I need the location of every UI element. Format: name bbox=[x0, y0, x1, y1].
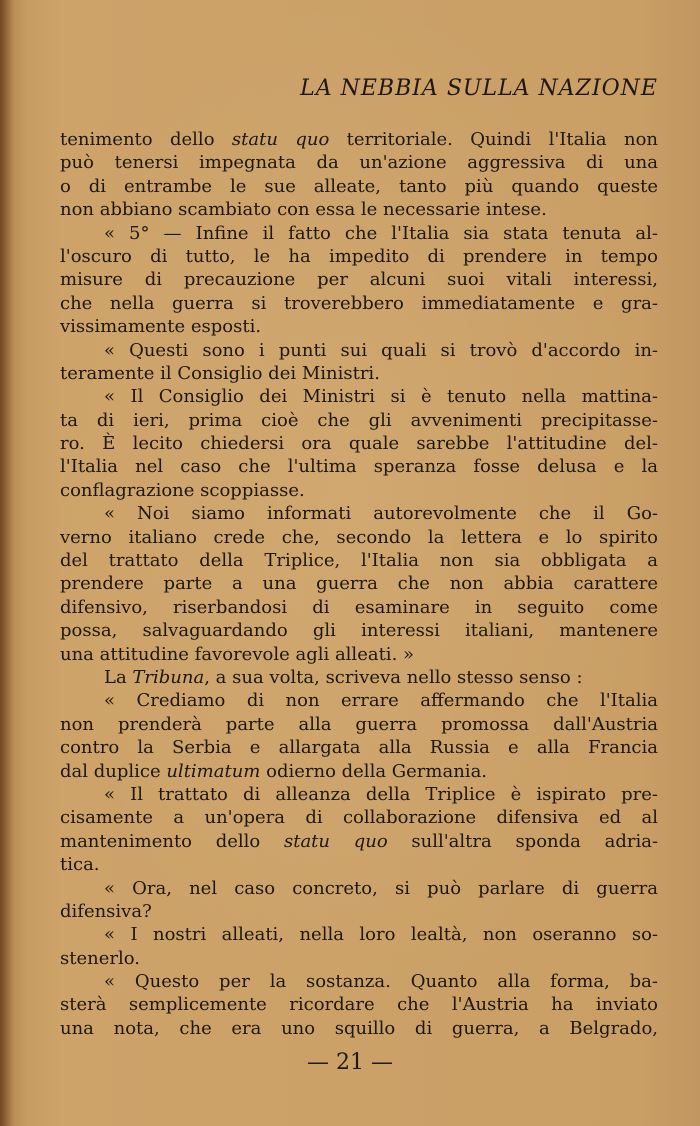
text-line: ta di ieri, prima cioè che gli avvenimenti precipitasse- bbox=[60, 409, 658, 431]
page-number: — 21 — bbox=[307, 1050, 393, 1075]
text-line: mantenimento dello statu quo sull'altra sponda adria- bbox=[60, 830, 658, 852]
text-line: La Tribuna, a sua volta, scriveva nello stesso senso : bbox=[104, 666, 583, 688]
text-line: « Il Consiglio dei Ministri si è tenuto nella mattina- bbox=[104, 386, 658, 408]
italic-term: ultimatum bbox=[166, 760, 261, 782]
text-line: difensiva? bbox=[60, 900, 152, 922]
text-line: o di entrambe le sue alleate, tanto più quando queste bbox=[60, 175, 658, 197]
text-line: non prenderà parte alla guerra promossa dall'Austria bbox=[60, 713, 658, 735]
text-line: dal duplice ultimatum odierno della Germania. bbox=[60, 760, 488, 782]
italic-term: statu quo bbox=[231, 129, 330, 150]
text-line: del trattato della Triplice, l'Italia non sia obbligata a bbox=[60, 550, 658, 572]
text-line: misure di precauzione per alcuni suoi vitali interessi, bbox=[60, 269, 658, 291]
body-text bbox=[60, 128, 658, 1040]
running-head: LA NEBBIA SULLA NAZIONE bbox=[300, 76, 658, 101]
text-line: difensivo, riserbandosi di esaminare in seguito come bbox=[60, 596, 658, 618]
text-line: sterà semplicemente ricordare che l'Austria ha inviato bbox=[60, 994, 658, 1016]
text-line: tica. bbox=[60, 854, 100, 876]
text-line: « Noi siamo informati autorevolmente che il Go- bbox=[104, 503, 658, 525]
text-line: « Il trattato di alleanza della Triplice è ispirato pre- bbox=[104, 783, 658, 805]
text-line: possa, salvaguardando gli interessi italiani, mantenere bbox=[60, 620, 658, 642]
text-line: una attitudine favorevole agli alleati. » bbox=[60, 643, 415, 665]
italic-term: statu quo bbox=[283, 830, 388, 852]
text-line: « Ora, nel caso concreto, si può parlare di guerra bbox=[104, 877, 658, 899]
text-line: « Questi sono i punti sui quali si trovò d'accordo in- bbox=[104, 339, 658, 361]
text-line: ro. È lecito chiedersi ora quale sarebbe l'attitudine del- bbox=[60, 433, 658, 455]
text-line: « Crediamo di non errare affermando che l'Italia bbox=[104, 690, 658, 712]
text-line: cisamente a un'opera di collaborazione difensiva ed al bbox=[60, 807, 658, 829]
text-line: l'Italia nel caso che l'ultima speranza fosse delusa e la bbox=[60, 456, 658, 478]
text-line: verno italiano crede che, secondo la lettera e lo spirito bbox=[60, 526, 658, 548]
text-line: stenerlo. bbox=[60, 947, 140, 969]
text-line: non abbiano scambiato con essa le necessarie intese. bbox=[60, 199, 547, 221]
text-line: può tenersi impegnata da un'azione aggressiva di una bbox=[60, 152, 658, 174]
text-line: « Questo per la sostanza. Quanto alla forma, ba- bbox=[104, 971, 658, 993]
text-line: contro la Serbia e allargata alla Russia e alla Francia bbox=[60, 737, 658, 759]
text-line: prendere parte a una guerra che non abbia carattere bbox=[60, 573, 658, 595]
text-line: che nella guerra si troverebbero immediatamente e gra- bbox=[60, 292, 658, 314]
text-line: conflagrazione scoppiasse. bbox=[60, 479, 305, 501]
text-line: tenimento dello statu quo territoriale. Quindi l'Italia non bbox=[60, 129, 658, 150]
text-line: l'oscuro di tutto, le ha impedito di prendere in tempo bbox=[60, 245, 658, 267]
text-line: una nota, che era uno squillo di guerra, a Belgrado, bbox=[60, 1017, 658, 1039]
text-line: vissimamente esposti. bbox=[60, 316, 262, 338]
page-gutter-shadow bbox=[0, 0, 14, 1126]
text-line: teramente il Consiglio dei Ministri. bbox=[60, 362, 380, 384]
italic-term: Tribuna bbox=[132, 666, 205, 688]
text-line: « I nostri alleati, nella loro lealtà, non oseranno so- bbox=[104, 924, 658, 946]
text-line: « 5° — Infine il fatto che l'Italia sia stata tenuta al- bbox=[104, 222, 658, 244]
